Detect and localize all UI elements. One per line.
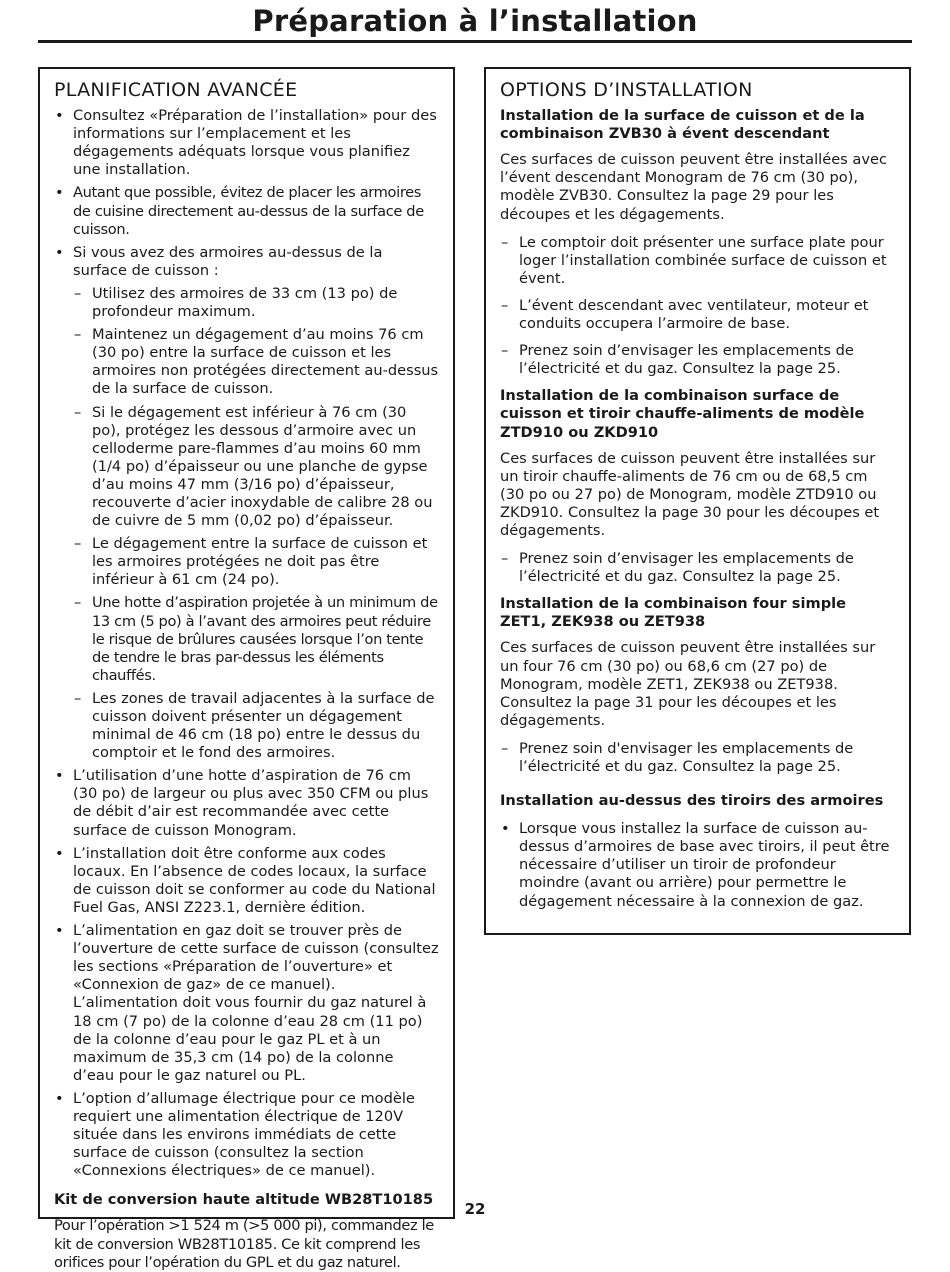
list-item: – Prenez soin d'envisager les emplacements de l’électricité et du gaz. Consultez la page 25.	[500, 740, 895, 776]
altitude-kit-text: Pour l’opération >1 524 m (>5 000 pi), commandez le kit de conversion WB28T10185. Ce kit comprend les orifices pour l’opération du GPL et du gaz naturel.	[54, 1217, 434, 1271]
list-item-text: Si vous avez des armoires au-dessus de la surface de cuisson :	[73, 243, 383, 279]
list-item: – Une hotte d’aspiration projetée à un minimum de 13 cm (5 po) à l’avant des armoires peut réduire le risque de brûlures causées lorsque l’on tente de tendre le bras par-dessus les éléments chauffés.	[73, 594, 439, 684]
downdraft-dash-list	[500, 234, 895, 379]
wall-oven-section-text: Ces surfaces de cuisson peuvent être installées sur un four 76 cm (30 po) ou 68,6 cm (27 po) de Monogram, modèle ZET1, ZEK938 ou ZET938. Consultez la page 31 pour les découpes et les dégagements.	[500, 639, 876, 729]
drawer-cabinet-bullet-list	[500, 820, 895, 910]
installation-options-heading: OPTIONS D’INSTALLATION	[500, 79, 753, 101]
list-item: • Consultez «Préparation de l’installation» pour des informations sur l’emplacement et les dégagements adéquats lorsque vous planifiez une installation.	[54, 107, 439, 179]
advanced-planning-heading: PLANIFICATION AVANCÉE	[54, 79, 298, 101]
list-item: – Les zones de travail adjacentes à la surface de cuisson doivent présenter un dégagement minimal de 46 cm (18 po) entre le dessus du comptoir et le fond des armoires.	[73, 690, 439, 762]
downdraft-section-heading: Installation de la surface de cuisson et de la combinaison ZVB30 à évent descendant	[500, 107, 865, 143]
warming-drawer-section-heading: Installation de la combinaison surface de cuisson et tiroir chauffe-aliments de modèle ZTD910 ou ZKD910	[500, 387, 865, 441]
list-item: • Lorsque vous installez la surface de cuisson au-dessus d’armoires de base avec tiroirs, il peut être nécessaire d’utiliser un tiroir de profondeur moindre (avant ou arrière) pour permettre le dégagement nécessaire à la connexion de gaz.	[500, 820, 895, 910]
list-item: – Maintenez un dégagement d’au moins 76 cm (30 po) entre la surface de cuisson et les armoires non protégées directement au-dessus de la surface de cuisson.	[73, 326, 439, 398]
list-item: • L’option d’allumage électrique pour ce modèle requiert une alimentation électrique de 120V située dans les environs immédiats de cette surface de cuisson (consultez la section «Connexions électriques» de ce manuel).	[54, 1090, 439, 1180]
list-item: • L’utilisation d’une hotte d’aspiration de 76 cm (30 po) de largeur ou plus avec 350 CFM ou plus de débit d’air est recommandée avec cette surface de cuisson Monogram.	[54, 767, 439, 839]
list-item: – Si le dégagement est inférieur à 76 cm (30 po), protégez les dessous d’armoire avec un celloderme pare-flammes d’au moins 60 mm (1/4 po) d’épaisseur ou une planche de gypse d’au moins 47 mm (3/16 po) d’épaisseur, recouverte d’acier inoxydable de calibre 28 ou de cuivre de 5 mm (0,02 po) d’épaisseur.	[73, 404, 439, 531]
advanced-planning-panel	[38, 67, 455, 1271]
list-item: • Autant que possible, évitez de placer les armoires de cuisine directement au-dessus de la surface de cuisson.	[54, 184, 439, 238]
list-item: – Prenez soin d’envisager les emplacements de l’électricité et du gaz. Consultez la page 25.	[500, 342, 895, 378]
wall-oven-section-heading: Installation de la combinaison four simple ZET1, ZEK938 ou ZET938	[500, 595, 847, 631]
list-item: – Prenez soin d’envisager les emplacements de l’électricité et du gaz. Consultez la page 25.	[500, 550, 895, 586]
drawer-cabinet-section-heading: Installation au-dessus des tiroirs des armoires	[500, 792, 884, 810]
title-rule	[38, 40, 912, 43]
cabinet-dash-list	[73, 285, 439, 762]
list-item: • L’installation doit être conforme aux codes locaux. En l’absence de codes locaux, la surface de cuisson doit se conformer au code du National Fuel Gas, ANSI Z223.1, dernière édition.	[54, 845, 439, 917]
warming-drawer-dash-list	[500, 550, 895, 586]
list-item	[54, 244, 439, 763]
warming-drawer-section-text: Ces surfaces de cuisson peuvent être installées sur un tiroir chauffe-aliments de 76 cm ou de 68,5 cm (30 po ou 27 po) de Monogram, modèle ZTD910 ou ZKD910. Consultez la page 30 pour les découpes et dégagements.	[500, 449, 880, 539]
downdraft-section-text: Ces surfaces de cuisson peuvent être installées avec l’évent descendant Monogram de 76 cm (30 po), modèle ZVB30. Consultez la page 29 pour les découpes et les dégagements.	[500, 151, 887, 223]
wall-oven-dash-list	[500, 740, 895, 776]
list-item: – Le dégagement entre la surface de cuisson et les armoires protégées ne doit pas être inférieur à 61 cm (24 po).	[73, 535, 439, 589]
list-item: – L’évent descendant avec ventilateur, moteur et conduits occupera l’armoire de base.	[500, 297, 895, 333]
altitude-kit-heading: Kit de conversion haute altitude WB28T10185	[54, 1191, 434, 1209]
page-number: 22	[464, 1200, 486, 1218]
page-title: Préparation à l’installation	[252, 4, 698, 38]
list-item: • L’alimentation en gaz doit se trouver près de l’ouverture de cette surface de cuisson (consultez les sections «Préparation de l’ouverture» et «Connexion de gaz» de ce manuel). L’alimentation doit vous fournir du gaz naturel à 18 cm (7 po) de la colonne d’eau 28 cm (11 po) de la colonne d’eau pour le gaz PL et à un maximum de 35,3 cm (14 po) de la colonne d’eau pour le gaz naturel ou PL.	[54, 922, 439, 1085]
installation-options-panel	[484, 67, 911, 935]
list-item: – Utilisez des armoires de 33 cm (13 po) de profondeur maximum.	[73, 285, 439, 321]
list-item: – Le comptoir doit présenter une surface plate pour loger l’installation combinée surface de cuisson et évent.	[500, 234, 895, 288]
planning-bullet-list	[54, 107, 439, 1180]
